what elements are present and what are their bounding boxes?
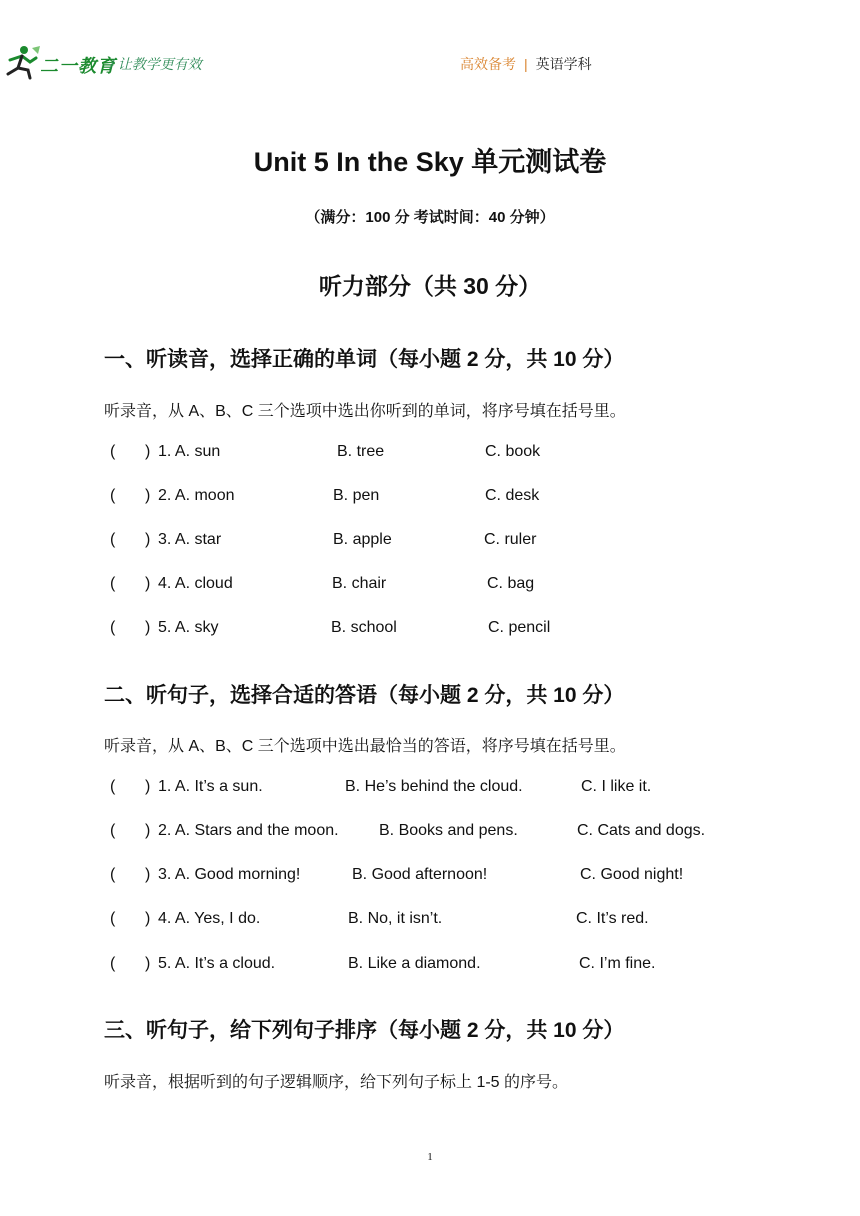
answer-bracket-open: ( (110, 443, 116, 460)
brand-slogan: / 让教学更有效 (110, 56, 202, 72)
brand-name: 二一教育 (40, 56, 116, 76)
header-subject: 英语学科 (535, 56, 592, 72)
option-b: B. school (331, 619, 397, 636)
page-number: 1 (427, 1151, 433, 1163)
section-heading: 三、听句子，给下列句子排序（每小题 2 分，共 10 分） (104, 1019, 625, 1042)
answer-bracket-open: ( (110, 955, 116, 972)
option-a: 3. A. Good morning! (158, 866, 301, 883)
option-a: 5. A. sky (158, 619, 219, 636)
section-instruction: 听录音，从 A、B、C 三个选项中选出你听到的单词，将序号填在括号里。 (104, 403, 626, 420)
question-row (0, 575, 860, 597)
page-subtitle: （满分：100 分 考试时间：40 分钟） (305, 209, 555, 226)
option-c: C. I like it. (581, 778, 652, 795)
option-b: B. He’s behind the cloud. (345, 778, 523, 795)
header-separator: | (524, 56, 528, 72)
question-row (0, 487, 860, 509)
answer-bracket-close: ) (145, 575, 151, 592)
question-row (0, 531, 860, 553)
question-row (0, 443, 860, 465)
option-a: 1. A. It’s a sun. (158, 778, 263, 795)
answer-bracket-close: ) (145, 866, 151, 883)
option-b: B. apple (333, 531, 392, 548)
option-c: C. pencil (488, 619, 551, 636)
answer-bracket-open: ( (110, 778, 116, 795)
answer-bracket-open: ( (110, 866, 116, 883)
part-title: 听力部分（共 30 分） (318, 273, 542, 299)
section-instruction: 听录音，根据听到的句子逻辑顺序，给下列句子标上 1-5 的序号。 (104, 1074, 569, 1091)
section-heading: 二、听句子，选择合适的答语（每小题 2 分，共 10 分） (104, 684, 625, 707)
option-a: 2. A. moon (158, 487, 235, 504)
answer-bracket-close: ) (145, 443, 151, 460)
answer-bracket-open: ( (110, 531, 116, 548)
runner-logo-icon (2, 44, 42, 80)
answer-bracket-close: ) (145, 778, 151, 795)
option-b: B. pen (333, 487, 380, 504)
option-c: C. It’s red. (576, 910, 649, 927)
question-row (0, 955, 860, 977)
answer-bracket-close: ) (145, 487, 151, 504)
option-b: B. No, it isn’t. (348, 910, 443, 927)
answer-bracket-close: ) (145, 955, 151, 972)
option-b: B. Good afternoon! (352, 866, 488, 883)
question-row (0, 778, 860, 800)
option-b: B. Books and pens. (379, 822, 518, 839)
option-c: C. desk (485, 487, 540, 504)
answer-bracket-open: ( (110, 575, 116, 592)
question-row (0, 822, 860, 844)
option-b: B. Like a diamond. (348, 955, 481, 972)
answer-bracket-open: ( (110, 619, 116, 636)
answer-bracket-close: ) (145, 910, 151, 927)
header-tag: 高效备考 (460, 56, 516, 72)
option-c: C. Cats and dogs. (577, 822, 706, 839)
answer-bracket-open: ( (110, 822, 116, 839)
option-a: 4. A. cloud (158, 575, 233, 592)
answer-bracket-open: ( (110, 487, 116, 504)
question-row (0, 866, 860, 888)
option-a: 5. A. It’s a cloud. (158, 955, 276, 972)
section-instruction: 听录音，从 A、B、C 三个选项中选出最恰当的答语，将序号填在括号里。 (104, 738, 626, 755)
option-c: C. ruler (484, 531, 537, 548)
page-title: Unit 5 In the Sky 单元测试卷 (253, 147, 607, 177)
answer-bracket-open: ( (110, 910, 116, 927)
question-row (0, 619, 860, 641)
answer-bracket-close: ) (145, 531, 151, 548)
option-b: B. chair (332, 575, 387, 592)
option-c: C. I’m fine. (579, 955, 656, 972)
option-c: C. Good night! (580, 866, 684, 883)
header-right (460, 54, 592, 74)
option-a: 3. A. star (158, 531, 222, 548)
section-heading: 一、听读音，选择正确的单词（每小题 2 分，共 10 分） (104, 348, 625, 371)
answer-bracket-close: ) (145, 822, 151, 839)
question-row (0, 910, 860, 932)
option-c: C. bag (487, 575, 535, 592)
option-a: 2. A. Stars and the moon. (158, 822, 339, 839)
option-c: C. book (485, 443, 541, 460)
option-a: 4. A. Yes, I do. (158, 910, 261, 927)
option-b: B. tree (337, 443, 385, 460)
answer-bracket-close: ) (145, 619, 151, 636)
option-a: 1. A. sun (158, 443, 221, 460)
